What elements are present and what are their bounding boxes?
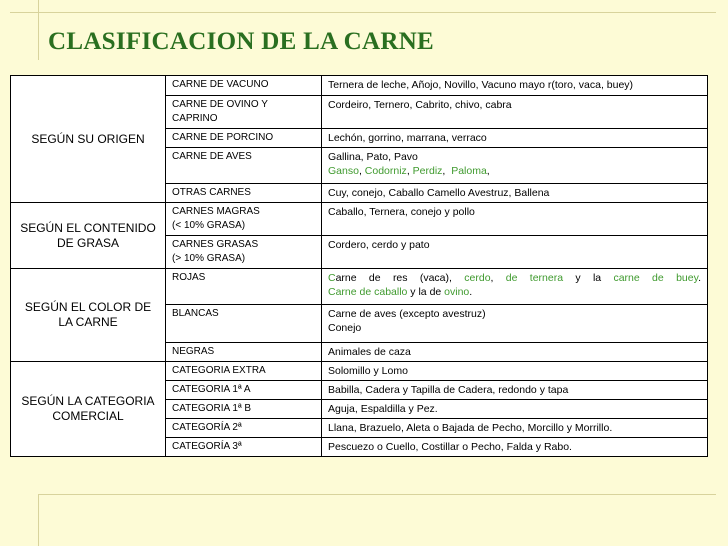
- top-rule: [10, 12, 716, 13]
- example-cell: Pescuezo o Cuello, Costillar o Pecho, Falda y Rabo.: [322, 438, 708, 457]
- example-line-colored: Ganso, Codorniz, Perdiz, Paloma,: [328, 165, 490, 177]
- example-cell: Cordero, cerdo y pato: [322, 236, 708, 269]
- category-cell: CATEGORIA 1ª B: [166, 400, 322, 419]
- group-grasa: SEGÚN EL CONTENIDO DE GRASA: [11, 203, 166, 269]
- example-text: y la de: [407, 286, 445, 298]
- page-title: CLASIFICACION DE LA CARNE: [48, 28, 435, 55]
- left-vertical-rule-bottom: [38, 494, 39, 546]
- example-text: .: [698, 272, 701, 284]
- example-highlight: Carne de caballo: [328, 286, 408, 298]
- example-cell: Llana, Brazuelo, Aleta o Bajada de Pecho, Morcillo y Morrillo.: [322, 419, 708, 438]
- category-cell: CATEGORÍA 2ª: [166, 419, 322, 438]
- category-cell: ROJAS: [166, 269, 322, 305]
- table-row: [11, 362, 708, 381]
- category-line: CARNES GRASAS: [172, 239, 259, 250]
- example-text: y la: [563, 272, 614, 284]
- classification-table: [10, 75, 708, 457]
- example-text: arne de res (vaca),: [335, 272, 465, 284]
- example-highlight: de ternera: [505, 272, 564, 284]
- table-row: [11, 76, 708, 96]
- category-cell: CATEGORIA 1ª A: [166, 381, 322, 400]
- category-cell: CARNE DE AVES: [166, 148, 322, 184]
- example-cell: Animales de caza: [322, 343, 708, 362]
- category-cell: OTRAS CARNES: [166, 184, 322, 203]
- category-cell: BLANCAS: [166, 305, 322, 343]
- example-cell: Solomillo y Lomo: [322, 362, 708, 381]
- example-cell: Caballo, Ternera, conejo y pollo: [322, 203, 708, 236]
- category-cell: CATEGORIA EXTRA: [166, 362, 322, 381]
- example-cell: [322, 305, 708, 343]
- example-cell: Ternera de leche, Añojo, Novillo, Vacuno mayo r(toro, vaca, buey): [322, 76, 708, 96]
- example-cell: Cordeiro, Ternero, Cabrito, chivo, cabra: [322, 96, 708, 129]
- table-row: [11, 269, 708, 305]
- category-cell: CARNE DE OVINO Y CAPRINO: [166, 96, 322, 129]
- bottom-rule: [38, 494, 716, 495]
- group-origen: SEGÚN SU ORIGEN: [11, 76, 166, 203]
- example-cell: Cuy, conejo, Caballo Camello Avestruz, Ballena: [322, 184, 708, 203]
- category-cell: [166, 203, 322, 236]
- group-comercial: SEGÚN LA CATEGORIA COMERCIAL: [11, 362, 166, 457]
- example-highlight: cerdo: [464, 272, 491, 284]
- left-vertical-rule: [38, 0, 39, 60]
- category-cell: CARNE DE VACUNO: [166, 76, 322, 96]
- category-cell: CATEGORÍA 3ª: [166, 438, 322, 457]
- category-cell: NEGRAS: [166, 343, 322, 362]
- example-highlight: Ganso: [328, 165, 359, 177]
- example-line-colored: Carne de res (vaca), cerdo, de ternera y la carne de buey.: [328, 272, 701, 284]
- table-row: [11, 203, 708, 236]
- example-highlight: Perdiz: [412, 165, 443, 177]
- example-cell: Babilla, Cadera y Tapilla de Cadera, redondo y tapa: [322, 381, 708, 400]
- example-highlight: Paloma: [451, 165, 487, 177]
- example-highlight: carne de buey: [613, 272, 699, 284]
- category-cell: CARNE DE PORCINO: [166, 129, 322, 148]
- example-highlight: ovino: [444, 286, 470, 298]
- example-highlight: Codorniz: [364, 165, 407, 177]
- group-color: SEGÚN EL COLOR DE LA CARNE: [11, 269, 166, 362]
- example-text: .: [469, 286, 473, 298]
- example-line: Conejo: [328, 322, 362, 334]
- example-cell: Lechón, gorrino, marrana, verraco: [322, 129, 708, 148]
- category-line: (< 10% GRASA): [172, 220, 246, 231]
- example-line: Gallina, Pato, Pavo: [328, 151, 418, 163]
- example-line-colored: [328, 285, 701, 299]
- example-cell: [322, 148, 708, 184]
- category-line: (> 10% GRASA): [172, 253, 246, 264]
- example-highlight: C: [328, 272, 336, 284]
- example-cell: Aguja, Espaldilla y Pez.: [322, 400, 708, 419]
- category-cell: [166, 236, 322, 269]
- category-line: CARNES MAGRAS: [172, 206, 260, 217]
- example-line: Carne de aves (excepto avestruz): [328, 308, 486, 320]
- example-cell: [322, 269, 708, 305]
